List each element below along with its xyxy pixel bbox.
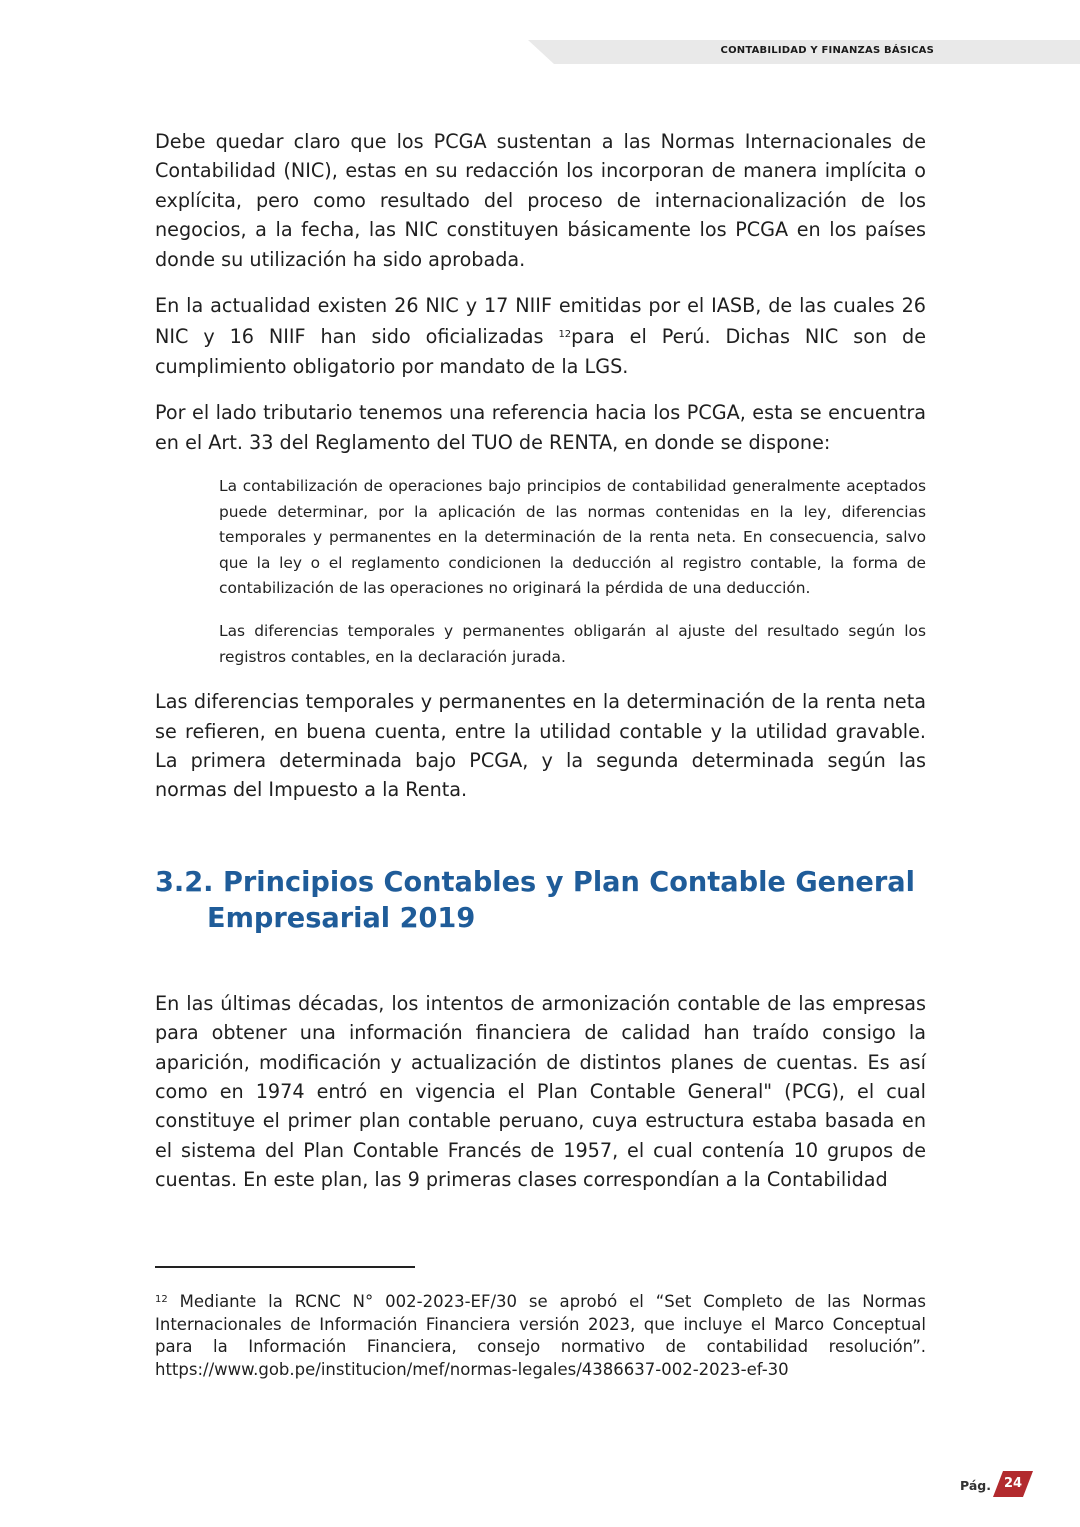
footnote-marker: 12: [155, 1294, 168, 1305]
paragraph-pcga-nic: Debe quedar claro que los PCGA sustentan a las Normas Internacionales de Contabilidad (NIC), estas en su redacción los incorporan de manera implícita o explícita, pero como resultado del proceso de internacionalización de los negocios, a la fecha, las NIC constituyen básicamente los PCGA en los países donde su utilización ha sido aprobada.: [155, 130, 926, 271]
quote-paragraph-1: La contabilización de operaciones bajo principios de contabilidad generalmente aceptados puede determinar, por la aplicación de las normas contenidas en la ley, diferencias temporales y permanentes en la determinación de la renta neta. En consecuencia, salvo que la ley o el reglamento condicionen la deducción al registro contable, la forma de contabilización de las operaciones no originará la pérdida de una deducción.: [219, 477, 926, 598]
paragraph-tributario: Por el lado tributario tenemos una referencia hacia los PCGA, esta se encuentra en el Art. 33 del Reglamento del TUO de RENTA, en donde se dispone:: [155, 401, 926, 454]
footnote-reference[interactable]: 12: [558, 329, 572, 341]
footnote: [155, 1289, 926, 1381]
quote-paragraph-2: Las diferencias temporales y permanentes obligarán al ajuste del resultado según los registros contables, en la declaración jurada.: [219, 622, 926, 666]
block-quote: [219, 474, 926, 670]
paragraph-nic-niif-part2: para el Perú. Dichas NIC son de cumplimiento obligatorio por mandato de la LGS.: [155, 325, 927, 378]
paragraph-diferencias: Las diferencias temporales y permanentes en la determinación de la renta neta se refieren, en buena cuenta, entre la utilidad contable y la utilidad gravable. La primera determinada bajo PCGA, y la segunda determinada según las normas del Impuesto a la Renta.: [155, 690, 926, 802]
page-number: 24: [1003, 1476, 1023, 1491]
page-body: [155, 127, 926, 1212]
running-header-title: CONTABILIDAD Y FINANZAS BÁSICAS: [720, 45, 934, 56]
footnote-divider: [155, 1266, 415, 1268]
paragraph-armonizacion: En las últimas décadas, los intentos de armonización contable de las empresas para obtener una información financiera de calidad han traído consigo la aparición, modificación y actualización de distintos planes de cuentas. Es así como en 1974 entró en vigencia el Plan Contable General" (PCG), el cual constituye el primer plan contable peruano, cuya estructura estaba basada en el sistema del Plan Contable Francés de 1957, el cual contenía 10 grupos de cuentas. En este plan, las 9 primeras clases correspondían a la Contabilidad: [155, 991, 926, 1192]
section-heading: 3.2. Principios Contables y Plan Contable General Empresarial 2019: [155, 866, 915, 934]
paragraph-nic-niif-part1: En la actualidad existen 26 NIC y 17 NIIF emitidas por el IASB, de las cuales 26 NIC y 16 NIIF han sido oficializadas: [155, 294, 926, 349]
paragraph-nic-niif: [155, 291, 926, 381]
footnote-text: Mediante la RCNC N° 002-2023-EF/30 se aprobó el “Set Completo de las Normas Internacionales de Información Financiera versión 2023, que incluye el Marco Conceptual para la Información Financiera, consejo normativo de contabilidad resolución”. https://www.gob.pe/institucion/mef/normas-legales/4386637-002-2023-ef-30: [155, 1292, 926, 1379]
page-label: Pág.: [960, 1478, 991, 1493]
